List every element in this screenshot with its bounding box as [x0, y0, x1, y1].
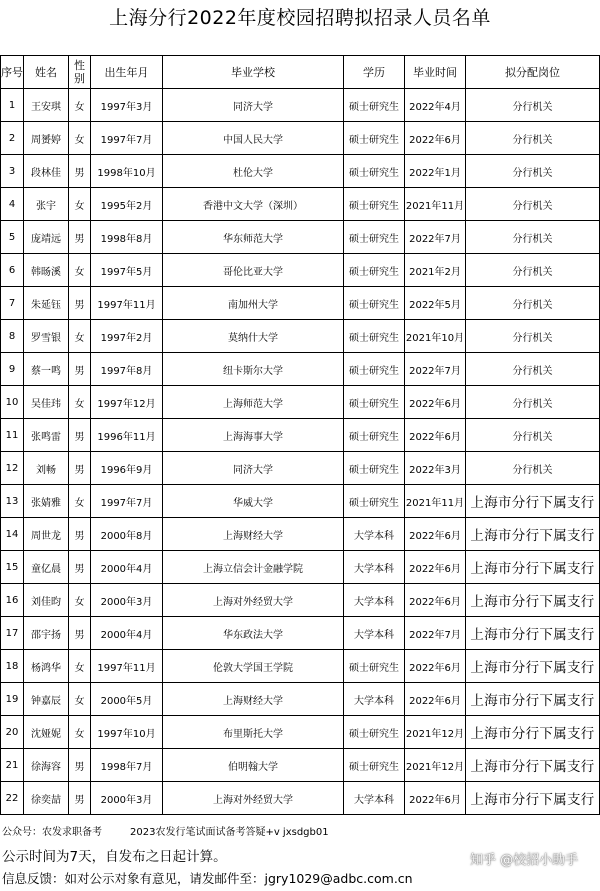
- cell-gender: 男: [69, 782, 91, 815]
- table-row: [1, 683, 600, 716]
- cell-gender: 女: [69, 584, 91, 617]
- cell-education: 硕士研究生: [344, 89, 405, 122]
- cell-graduation: 2022年1月: [405, 155, 466, 188]
- cell-name: 朱延钰: [24, 287, 69, 320]
- cell-education: 硕士研究生: [344, 221, 405, 254]
- cell-position: 上海市分行下属支行: [466, 782, 600, 815]
- cell-position: 分行机关: [466, 287, 600, 320]
- cell-school: 同济大学: [163, 89, 344, 122]
- cell-school: 哥伦比亚大学: [163, 254, 344, 287]
- cell-birth: 1997年7月: [91, 122, 163, 155]
- feedback-text: 信息反馈：如对公示对象有意见，请发邮件至：jgry1029@adbc.com.cn: [2, 871, 413, 886]
- cell-name: 钟嘉辰: [24, 683, 69, 716]
- cell-birth: 1995年2月: [91, 188, 163, 221]
- cell-education: 硕士研究生: [344, 452, 405, 485]
- cell-name: 蔡一鸣: [24, 353, 69, 386]
- cell-school: 华东政法大学: [163, 617, 344, 650]
- cell-position: 上海市分行下属支行: [466, 650, 600, 683]
- cell-graduation: 2022年7月: [405, 353, 466, 386]
- table-row: [1, 518, 600, 551]
- cell-seq: 14: [1, 518, 24, 551]
- cell-gender: 男: [69, 452, 91, 485]
- cell-position: 分行机关: [466, 419, 600, 452]
- cell-position: 分行机关: [466, 122, 600, 155]
- cell-birth: 2000年4月: [91, 617, 163, 650]
- cell-name: 周世龙: [24, 518, 69, 551]
- cell-school: 华威大学: [163, 485, 344, 518]
- cell-position: 分行机关: [466, 89, 600, 122]
- cell-name: 沈娅妮: [24, 716, 69, 749]
- cell-name: 庞靖远: [24, 221, 69, 254]
- cell-birth: 1998年7月: [91, 749, 163, 782]
- cell-position: 上海市分行下属支行: [466, 551, 600, 584]
- cell-seq: 3: [1, 155, 24, 188]
- cell-name: 罗雪银: [24, 320, 69, 353]
- table-row: [1, 221, 600, 254]
- table-row: [1, 386, 600, 419]
- table-row: [1, 617, 600, 650]
- cell-position: 分行机关: [466, 254, 600, 287]
- cell-gender: 男: [69, 518, 91, 551]
- cell-position: 上海市分行下属支行: [466, 749, 600, 782]
- table-row: [1, 122, 600, 155]
- cell-birth: 1997年11月: [91, 287, 163, 320]
- cell-gender: 女: [69, 320, 91, 353]
- cell-seq: 11: [1, 419, 24, 452]
- header-position: 拟分配岗位: [466, 56, 600, 89]
- cell-graduation: 2022年3月: [405, 452, 466, 485]
- cell-seq: 4: [1, 188, 24, 221]
- cell-school: 上海财经大学: [163, 683, 344, 716]
- cell-school: 中国人民大学: [163, 122, 344, 155]
- cell-education: 硕士研究生: [344, 122, 405, 155]
- cell-education: 硕士研究生: [344, 287, 405, 320]
- cell-position: 上海市分行下属支行: [466, 518, 600, 551]
- cell-seq: 20: [1, 716, 24, 749]
- table-row: [1, 254, 600, 287]
- cell-gender: 女: [69, 254, 91, 287]
- cell-school: 同济大学: [163, 452, 344, 485]
- cell-graduation: 2021年12月: [405, 716, 466, 749]
- cell-name: 韩旸溪: [24, 254, 69, 287]
- cell-gender: 女: [69, 650, 91, 683]
- cell-name: 张宇: [24, 188, 69, 221]
- cell-position: 上海市分行下属支行: [466, 485, 600, 518]
- table-row: [1, 287, 600, 320]
- cell-name: 邵宇扬: [24, 617, 69, 650]
- cell-graduation: 2022年6月: [405, 650, 466, 683]
- table-row: [1, 353, 600, 386]
- header-education: 学历: [344, 56, 405, 89]
- cell-birth: 1997年12月: [91, 386, 163, 419]
- cell-seq: 17: [1, 617, 24, 650]
- cell-school: 纽卡斯尔大学: [163, 353, 344, 386]
- cell-gender: 男: [69, 419, 91, 452]
- cell-name: 王安琪: [24, 89, 69, 122]
- cell-gender: 男: [69, 749, 91, 782]
- cell-graduation: 2022年5月: [405, 287, 466, 320]
- candidate-table: [0, 55, 600, 815]
- cell-gender: 女: [69, 89, 91, 122]
- header-birth: 出生年月: [91, 56, 163, 89]
- cell-school: 上海对外经贸大学: [163, 584, 344, 617]
- cell-school: 杜伦大学: [163, 155, 344, 188]
- cell-birth: 1998年10月: [91, 155, 163, 188]
- table-row: [1, 749, 600, 782]
- cell-gender: 男: [69, 551, 91, 584]
- table-row: [1, 452, 600, 485]
- cell-birth: 1997年11月: [91, 650, 163, 683]
- cell-graduation: 2022年6月: [405, 584, 466, 617]
- cell-school: 上海财经大学: [163, 518, 344, 551]
- table-row: [1, 551, 600, 584]
- cell-education: 大学本科: [344, 584, 405, 617]
- cell-name: 段林佳: [24, 155, 69, 188]
- table-row: [1, 188, 600, 221]
- cell-name: 张婧雅: [24, 485, 69, 518]
- cell-birth: 2000年4月: [91, 551, 163, 584]
- cell-gender: 女: [69, 716, 91, 749]
- cell-graduation: 2022年6月: [405, 683, 466, 716]
- cell-gender: 男: [69, 155, 91, 188]
- cell-school: 上海对外经贸大学: [163, 782, 344, 815]
- cell-seq: 12: [1, 452, 24, 485]
- cell-birth: 2000年3月: [91, 782, 163, 815]
- cell-seq: 7: [1, 287, 24, 320]
- header-gender: 性别: [69, 56, 91, 89]
- cell-seq: 5: [1, 221, 24, 254]
- cell-seq: 9: [1, 353, 24, 386]
- cell-school: 上海海事大学: [163, 419, 344, 452]
- cell-school: 上海立信会计金融学院: [163, 551, 344, 584]
- cell-birth: 1997年3月: [91, 89, 163, 122]
- cell-school: 布里斯托大学: [163, 716, 344, 749]
- cell-school: 莫纳什大学: [163, 320, 344, 353]
- cell-gender: 女: [69, 188, 91, 221]
- cell-education: 硕士研究生: [344, 716, 405, 749]
- cell-gender: 男: [69, 221, 91, 254]
- header-name: 姓名: [24, 56, 69, 89]
- cell-seq: 10: [1, 386, 24, 419]
- table-row: [1, 782, 600, 815]
- cell-seq: 1: [1, 89, 24, 122]
- cell-birth: 1997年7月: [91, 485, 163, 518]
- table-row: [1, 155, 600, 188]
- table-row: [1, 419, 600, 452]
- cell-birth: 1996年9月: [91, 452, 163, 485]
- wechat-account-text: 公众号：农发求职备考: [2, 827, 102, 838]
- cell-position: 分行机关: [466, 155, 600, 188]
- cell-gender: 女: [69, 683, 91, 716]
- cell-gender: 女: [69, 122, 91, 155]
- cell-education: 大学本科: [344, 782, 405, 815]
- cell-education: 硕士研究生: [344, 386, 405, 419]
- cell-position: 上海市分行下属支行: [466, 617, 600, 650]
- cell-graduation: 2022年6月: [405, 386, 466, 419]
- cell-position: 分行机关: [466, 452, 600, 485]
- promo-text: 2023农发行笔试面试备考答疑+v jxsdgb01: [130, 827, 329, 838]
- cell-name: 吴佳玮: [24, 386, 69, 419]
- page-title: 上海分行2022年度校园招聘拟招录人员名单: [109, 7, 491, 29]
- header-graduation: 毕业时间: [405, 56, 466, 89]
- cell-gender: 男: [69, 353, 91, 386]
- cell-position: 分行机关: [466, 188, 600, 221]
- source-watermark: 知乎 @校招小助手: [470, 853, 579, 868]
- cell-school: 香港中文大学（深圳）: [163, 188, 344, 221]
- cell-position: 上海市分行下属支行: [466, 584, 600, 617]
- cell-graduation: 2022年6月: [405, 782, 466, 815]
- cell-seq: 21: [1, 749, 24, 782]
- cell-gender: 男: [69, 617, 91, 650]
- cell-seq: 19: [1, 683, 24, 716]
- cell-education: 大学本科: [344, 518, 405, 551]
- cell-birth: 2000年3月: [91, 584, 163, 617]
- cell-birth: 1996年11月: [91, 419, 163, 452]
- cell-graduation: 2022年7月: [405, 617, 466, 650]
- cell-seq: 22: [1, 782, 24, 815]
- cell-seq: 6: [1, 254, 24, 287]
- cell-education: 硕士研究生: [344, 650, 405, 683]
- cell-position: 分行机关: [466, 353, 600, 386]
- cell-graduation: 2022年6月: [405, 122, 466, 155]
- table-row: [1, 650, 600, 683]
- cell-gender: 男: [69, 287, 91, 320]
- cell-name: 刘佳昀: [24, 584, 69, 617]
- cell-graduation: 2021年11月: [405, 485, 466, 518]
- cell-graduation: 2022年4月: [405, 89, 466, 122]
- cell-school: 南加州大学: [163, 287, 344, 320]
- table-row: [1, 89, 600, 122]
- cell-education: 硕士研究生: [344, 155, 405, 188]
- cell-education: 大学本科: [344, 617, 405, 650]
- cell-graduation: 2021年11月: [405, 188, 466, 221]
- cell-name: 徐奕喆: [24, 782, 69, 815]
- publicity-period-text: 公示时间为7天，自发布之日起计算。: [2, 849, 227, 865]
- cell-birth: 2000年5月: [91, 683, 163, 716]
- cell-education: 硕士研究生: [344, 353, 405, 386]
- cell-gender: 女: [69, 386, 91, 419]
- table-row: [1, 584, 600, 617]
- cell-education: 硕士研究生: [344, 188, 405, 221]
- cell-birth: 1997年2月: [91, 320, 163, 353]
- cell-position: 上海市分行下属支行: [466, 716, 600, 749]
- cell-name: 周赟婷: [24, 122, 69, 155]
- cell-name: 童亿晨: [24, 551, 69, 584]
- cell-school: 伦敦大学国王学院: [163, 650, 344, 683]
- cell-seq: 15: [1, 551, 24, 584]
- header-school: 毕业学校: [163, 56, 344, 89]
- header-seq: 序号: [1, 56, 24, 89]
- cell-school: 伯明翰大学: [163, 749, 344, 782]
- table-row: [1, 485, 600, 518]
- cell-seq: 13: [1, 485, 24, 518]
- cell-seq: 16: [1, 584, 24, 617]
- cell-birth: 2000年8月: [91, 518, 163, 551]
- cell-graduation: 2022年6月: [405, 419, 466, 452]
- cell-education: 硕士研究生: [344, 320, 405, 353]
- cell-graduation: 2021年12月: [405, 749, 466, 782]
- footer-promo-line: [2, 823, 600, 843]
- cell-position: 分行机关: [466, 221, 600, 254]
- cell-birth: 1997年8月: [91, 353, 163, 386]
- cell-graduation: 2021年10月: [405, 320, 466, 353]
- table-header-row: [1, 56, 600, 89]
- cell-education: 硕士研究生: [344, 419, 405, 452]
- cell-seq: 18: [1, 650, 24, 683]
- cell-position: 分行机关: [466, 386, 600, 419]
- cell-graduation: 2022年7月: [405, 221, 466, 254]
- cell-name: 徐海容: [24, 749, 69, 782]
- cell-education: 大学本科: [344, 683, 405, 716]
- cell-education: 硕士研究生: [344, 485, 405, 518]
- table-body: [1, 89, 600, 815]
- cell-gender: 女: [69, 485, 91, 518]
- cell-seq: 2: [1, 122, 24, 155]
- cell-name: 杨鸿华: [24, 650, 69, 683]
- cell-birth: 1998年8月: [91, 221, 163, 254]
- cell-position: 上海市分行下属支行: [466, 683, 600, 716]
- cell-position: 分行机关: [466, 320, 600, 353]
- cell-birth: 1997年10月: [91, 716, 163, 749]
- cell-school: 华东师范大学: [163, 221, 344, 254]
- cell-name: 张鸣雷: [24, 419, 69, 452]
- cell-school: 上海师范大学: [163, 386, 344, 419]
- cell-name: 刘畅: [24, 452, 69, 485]
- cell-graduation: 2022年6月: [405, 518, 466, 551]
- cell-seq: 8: [1, 320, 24, 353]
- cell-birth: 1997年5月: [91, 254, 163, 287]
- cell-graduation: 2022年6月: [405, 551, 466, 584]
- table-row: [1, 320, 600, 353]
- table-row: [1, 716, 600, 749]
- cell-education: 大学本科: [344, 551, 405, 584]
- cell-education: 硕士研究生: [344, 254, 405, 287]
- cell-education: 硕士研究生: [344, 749, 405, 782]
- cell-graduation: 2021年2月: [405, 254, 466, 287]
